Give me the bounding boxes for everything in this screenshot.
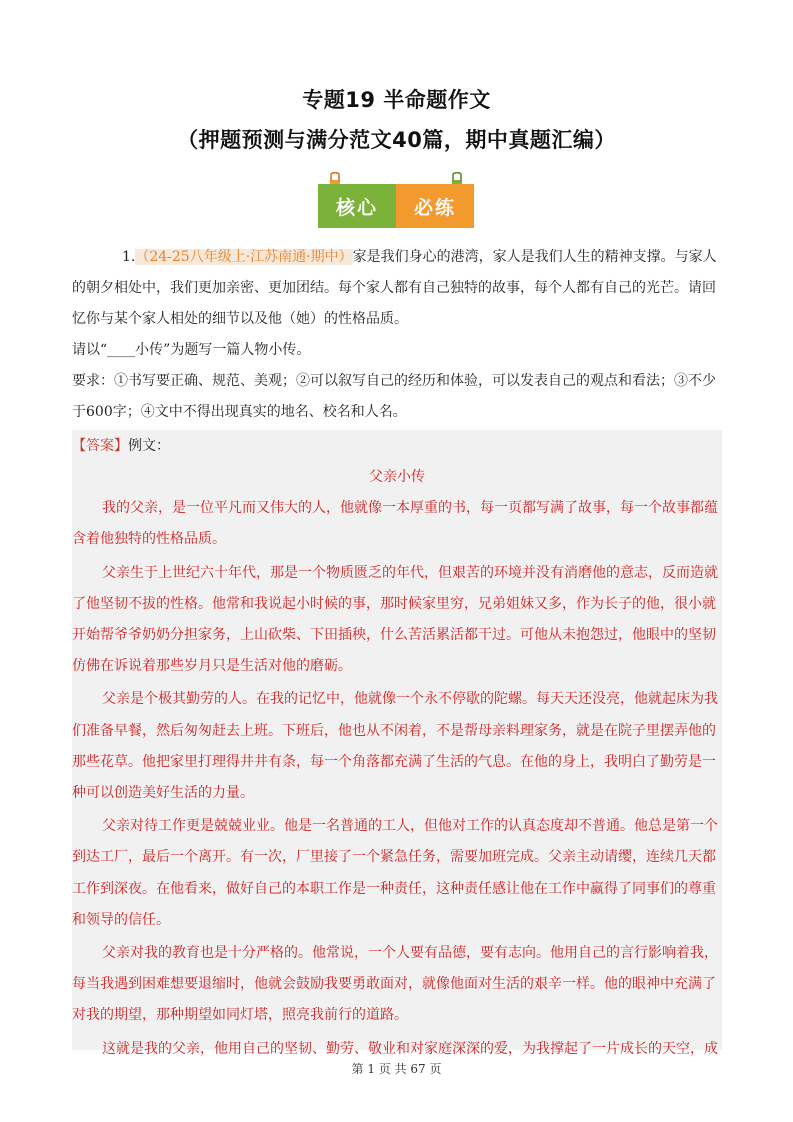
essay-paragraph: 父亲对我的教育也是十分严格的。他常说，一个人要有品德，要有志向。他用自己的言行影响着我，每当我遇到困难想要退缩时，他就会鼓励我要勇敢面对，就像他面对生活的艰辛一样。他的眼神中充满了对我的期望，那种期望如同灯塔，照亮我前行的道路。 bbox=[72, 945, 718, 1024]
core-practice-badge bbox=[318, 172, 474, 228]
essay bbox=[72, 462, 722, 1067]
essay-paragraph: 父亲生于上世纪六十年代，那是一个物质匮乏的年代，但艰苦的环境并没有消磨他的意志，反而造就了他坚韧不拔的性格。他常和我说起小时候的事，那时候家里穷，兄弟姐妹又多，作为长子的他，很小就开始帮爷爷奶奶分担家务，上山砍柴、下田插秧，什么苦活累活都干过。可他从未抱怨过，他眼中的坚韧仿佛在诉说着那些岁月只是生活对他的磨砺。 bbox=[72, 564, 718, 675]
essay-paragraph: 这就是我的父亲，他用自己的坚韧、勤劳、敬业和对家庭深深的爱，为我撑起了一片成长的天空，成 bbox=[102, 1040, 718, 1057]
answer-example-label: 例文： bbox=[128, 438, 170, 454]
answer-label: 【答案】 bbox=[72, 438, 128, 454]
question-number: 1. bbox=[122, 249, 136, 265]
source-tag: （24-25八年级上·江苏南通·期中） bbox=[135, 249, 353, 265]
answer-header bbox=[72, 434, 170, 458]
essay-title: 父亲小传 bbox=[369, 469, 425, 485]
question-prompt: 家是我们身心的港湾，家人是我们人生的精神支撑。与家人的朝夕相处中，我们更加亲密、更加团结。每个家人都有自己独特的故事，每个人都有自己的光芒。请回忆你与某个家人相处的细节以及他（她）的性格品质。 bbox=[72, 249, 717, 327]
page-footer: 第 1 页 共 67 页 bbox=[351, 1062, 442, 1076]
document-title: 专题19 半命题作文 bbox=[302, 88, 491, 112]
badge-right-label: 必练 bbox=[396, 184, 474, 228]
badge-left-label: 核心 bbox=[318, 184, 396, 228]
essay-paragraph: 父亲对待工作更是兢兢业业。他是一名普通的工人，但他对工作的认真态度却不普通。他总是第一个到达工厂，最后一个离开。有一次，厂里接了一个紧急任务，需要加班完成。父亲主动请缨，连续几天都工作到深夜。在他看来，做好自己的本职工作是一种责任，这种责任感让他在工作中赢得了同事们的尊重和领导的信任。 bbox=[72, 818, 718, 928]
question-requirements: 要求：①书写要正确、规范、美观；②可以叙写自己的经历和体验，可以发表自己的观点和看法；③不少于600字；④文中不得出现真实的地名、校名和人名。 bbox=[72, 373, 716, 420]
essay-paragraph: 父亲是个极其勤劳的人。在我的记忆中，他就像一个永不停歇的陀螺。每天天还没亮，他就起床为我们准备早餐，然后匆匆赶去上班。下班后，他也从不闲着，不是帮母亲料理家务，就是在院子里摆弄他的那些花草。他把家里打理得井井有条，每一个角落都充满了生活的气息。在他的身上，我明白了勤劳是一种可以创造美好生活的力量。 bbox=[72, 691, 718, 802]
document-subtitle: （押题预测与满分范文40篇，期中真题汇编） bbox=[177, 128, 616, 152]
question-block bbox=[72, 242, 724, 428]
question-instruction: 请以“____小传”为题写一篇人物小传。 bbox=[72, 342, 311, 358]
essay-paragraph: 我的父亲，是一位平凡而又伟大的人，他就像一本厚重的书，每一页都写满了故事，每一个故事都蕴含着他独特的性格品质。 bbox=[72, 500, 718, 548]
